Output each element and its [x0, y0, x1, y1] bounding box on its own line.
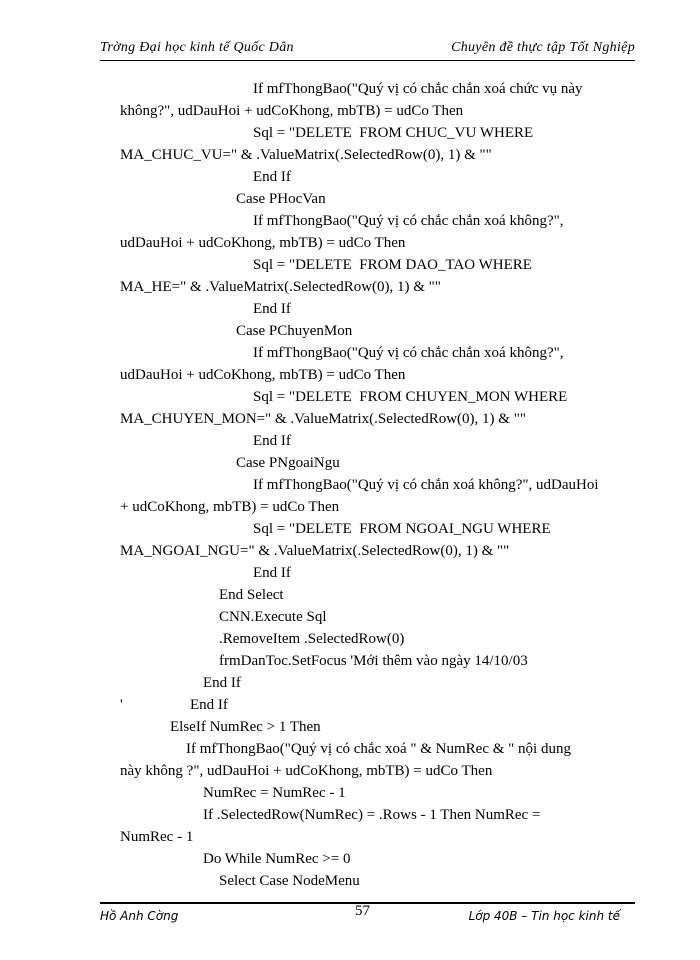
code-line: If mfThongBao("Quý vị có chắc chắn xoá không?", — [253, 213, 564, 229]
code-line: If mfThongBao("Quý vị có chắc chắn xoá chức vụ này — [253, 81, 583, 97]
page-header — [100, 38, 635, 60]
code-line: udDauHoi + udCoKhong, mbTB) = udCo Then — [120, 235, 406, 251]
code-line: Sql = "DELETE FROM CHUYEN_MON WHERE — [253, 389, 568, 405]
code-line: ' — [120, 697, 123, 713]
code-line: MA_HE=" & .ValueMatrix(.SelectedRow(0), 1) & "" — [120, 279, 441, 295]
code-line: MA_CHUC_VU=" & .ValueMatrix(.SelectedRow(0), 1) & "" — [120, 147, 492, 163]
header-left: Trờng Đại học kinh tế Quốc Dân — [100, 40, 294, 55]
code-line: Do While NumRec >= 0 — [203, 851, 351, 867]
code-line: Sql = "DELETE FROM NGOAI_NGU WHERE — [253, 521, 551, 537]
code-line: .RemoveItem .SelectedRow(0) — [219, 631, 405, 647]
code-line: End Select — [219, 587, 284, 603]
code-line: If .SelectedRow(NumRec) = .Rows - 1 Then NumRec = — [203, 807, 541, 823]
code-line: End If — [190, 697, 228, 713]
code-line: không?", udDauHoi + udCoKhong, mbTB) = udCo Then — [120, 103, 464, 119]
code-line: Select Case NodeMenu — [219, 873, 360, 889]
code-line: NumRec - 1 — [120, 829, 194, 845]
code-line: udDauHoi + udCoKhong, mbTB) = udCo Then — [120, 367, 406, 383]
code-line: + udCoKhong, mbTB) = udCo Then — [120, 499, 340, 515]
code-line: If mfThongBao("Quý vị có chắn xoá không?", udDauHoi — [253, 477, 599, 493]
code-line: If mfThongBao("Quý vị có chắc xoá " & NumRec & " nội dung — [186, 741, 571, 757]
code-line: End If — [253, 169, 291, 185]
footer-class: Lớp 40B – Tin học kinh tế — [468, 909, 620, 923]
code-line: MA_CHUYEN_MON=" & .ValueMatrix(.SelectedRow(0), 1) & "" — [120, 411, 526, 427]
code-line: End If — [253, 301, 291, 317]
code-line: If mfThongBao("Quý vị có chắc chắn xoá không?", — [253, 345, 564, 361]
code-line: CNN.Execute Sql — [219, 609, 327, 625]
header-right: Chuyên đề thực tập Tốt Nghiệp — [451, 40, 635, 55]
code-line: Sql = "DELETE FROM CHUC_VU WHERE — [253, 125, 534, 141]
footer-author: Hồ Anh Cờng — [100, 909, 179, 923]
code-line: Sql = "DELETE FROM DAO_TAO WHERE — [253, 257, 532, 273]
code-line: này không ?", udDauHoi + udCoKhong, mbTB) = udCo Then — [120, 763, 493, 779]
code-line: MA_NGOAI_NGU=" & .ValueMatrix(.SelectedRow(0), 1) & "" — [120, 543, 510, 559]
code-line: End If — [203, 675, 241, 691]
code-line: ElseIf NumRec > 1 Then — [170, 719, 321, 735]
code-line: End If — [253, 433, 291, 449]
header-rule — [100, 60, 635, 61]
code-line: Case PHocVan — [236, 191, 326, 207]
code-line: Case PChuyenMon — [236, 323, 353, 339]
code-line: End If — [253, 565, 291, 581]
page-number: 57 — [355, 903, 370, 919]
code-line: frmDanToc.SetFocus 'Mới thêm vào ngày 14/10/03 — [219, 653, 528, 669]
code-line: Case PNgoaiNgu — [236, 455, 340, 471]
code-line: NumRec = NumRec - 1 — [203, 785, 346, 801]
